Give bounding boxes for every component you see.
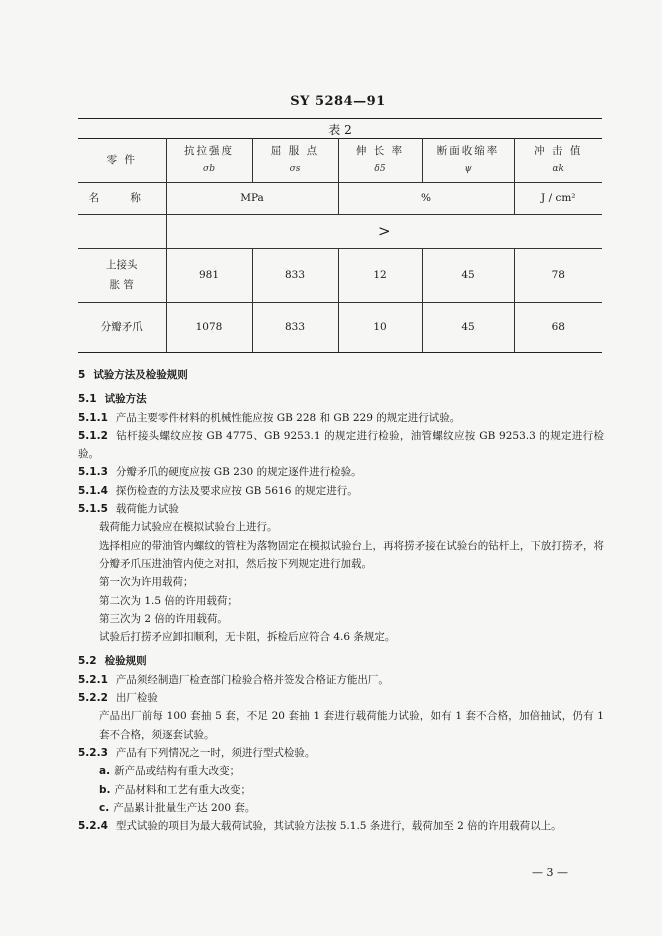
list-item: b. 产品材料和工艺有重大改变； [99,783,252,796]
symbol-sigma-b: σb [203,164,215,175]
reduction-value: 45 [422,249,514,303]
header-cell-name: 名 称 [78,183,166,215]
tensile-value: 981 [166,249,252,303]
header-cell-part: 零 件 [78,139,166,183]
list-item: a. 新产品或结构有重大改变； [99,765,241,778]
reduction-value: 45 [422,303,514,353]
elongation-value: 12 [338,249,422,303]
clause-5-1-1: 5.1.1 产品主要零件材料的机械性能应按 GB 228 和 GB 229 的规定进行试验。 [78,411,461,424]
unit-percent: % [338,183,514,215]
body-text [78,366,604,835]
section-5-1-heading: 5.1 试验方法 [78,393,147,406]
yield-value: 833 [252,249,338,303]
list-item: 第一次为许用载荷； [99,576,194,589]
list-item: 第二次为 1.5 倍的许用载荷； [99,594,238,607]
section-5-2-heading: 5.2 检验规则 [78,655,147,668]
unit-impact: J / cm² [514,183,602,215]
table-comparison-row [78,215,602,249]
header-rule [78,118,602,119]
part-name-cell: 分瓣矛爪 [78,303,166,353]
table-header-row [78,139,602,183]
unit-mpa: MPa [166,183,338,215]
clause-5-2-1: 5.2.1 产品须经制造厂检查部门检验合格并签发合格证方能出厂。 [78,673,389,686]
elongation-value: 10 [338,303,422,353]
clause-5-2-4: 5.2.4 型式试验的项目为最大载荷试验，其试验方法按 5.1.5 条进行，载荷加至 2 倍的许用载荷以上。 [78,820,562,833]
table-row [78,249,602,303]
clause-5-1-2: 5.1.2 钻杆接头螺纹应按 GB 4775、GB 9253.1 的规定进行检验，油管螺纹应按 GB 9253.3 的规定进行检验。 [78,429,604,461]
impact-value: 78 [514,249,602,303]
symbol-psi: ψ [464,164,472,175]
symbol-delta-5: δ5 [374,164,386,175]
clause-5-2-3: 5.2.3 产品有下列情况之一时，须进行型式检验。 [78,746,316,759]
table-unit-row [78,183,602,215]
paragraph: 试验后打捞矛应卸扣顺利，无卡阻，拆检后应符合 4.6 条规定。 [99,631,396,644]
standard-number: SY 5284—91 [290,94,386,109]
header-cell-reduction: 断面收缩率 ψ [422,139,514,183]
impact-value: 68 [514,303,602,353]
clause-5-1-5: 5.1.5 载荷能力试验 [78,503,179,516]
symbol-alpha-k: αk [552,164,565,175]
clause-5-2-2: 5.2.2 出厂检验 [78,692,158,705]
clause-5-1-3: 5.1.3 分瓣矛爪的硬度应按 GB 230 的规定逐件进行检验。 [78,466,362,479]
list-item: c. 产品累计批量生产达 200 套。 [99,801,256,814]
header-cell-tensile: 抗拉强度 σb [166,139,252,183]
table-row [78,303,602,353]
page-number: — 3 — [532,866,568,879]
header-cell-elongation: 伸 长 率 δ5 [338,139,422,183]
mechanical-properties-table [78,138,602,353]
symbol-sigma-s: σs [289,164,301,175]
part-name-cell: 上接头 胀 管 [78,249,166,303]
header-cell-impact: 冲 击 值 αk [514,139,602,183]
table-caption: 表 2 [328,123,352,137]
paragraph: 产品出厂前每 100 套抽 5 套，不足 20 套抽 1 套进行载荷能力试验，如有 1 套不合格，加倍抽试，仍有 1 套不合格，须逐套试验。 [99,710,604,741]
blank-cell [78,215,166,249]
paragraph: 选择相应的带油管内螺纹的管柱为落物固定在模拟试验台上，再将捞矛接在试验台的钻杆上，下放打捞矛，将分瓣矛爪压进油管内使之对扣，然后按下列规定进行加载。 [99,539,604,570]
section-5-heading: 5 试验方法及检验规则 [78,369,188,381]
header-cell-yield: 屈 服 点 σs [252,139,338,183]
greater-than-sign: > [166,215,602,249]
clause-5-1-4: 5.1.4 探伤检查的方法及要求应按 GB 5616 的规定进行。 [78,484,358,497]
paragraph: 载荷能力试验应在模拟试验台上进行。 [99,521,278,534]
yield-value: 833 [252,303,338,353]
list-item: 第三次为 2 倍的许用载荷。 [99,612,228,625]
tensile-value: 1078 [166,303,252,353]
